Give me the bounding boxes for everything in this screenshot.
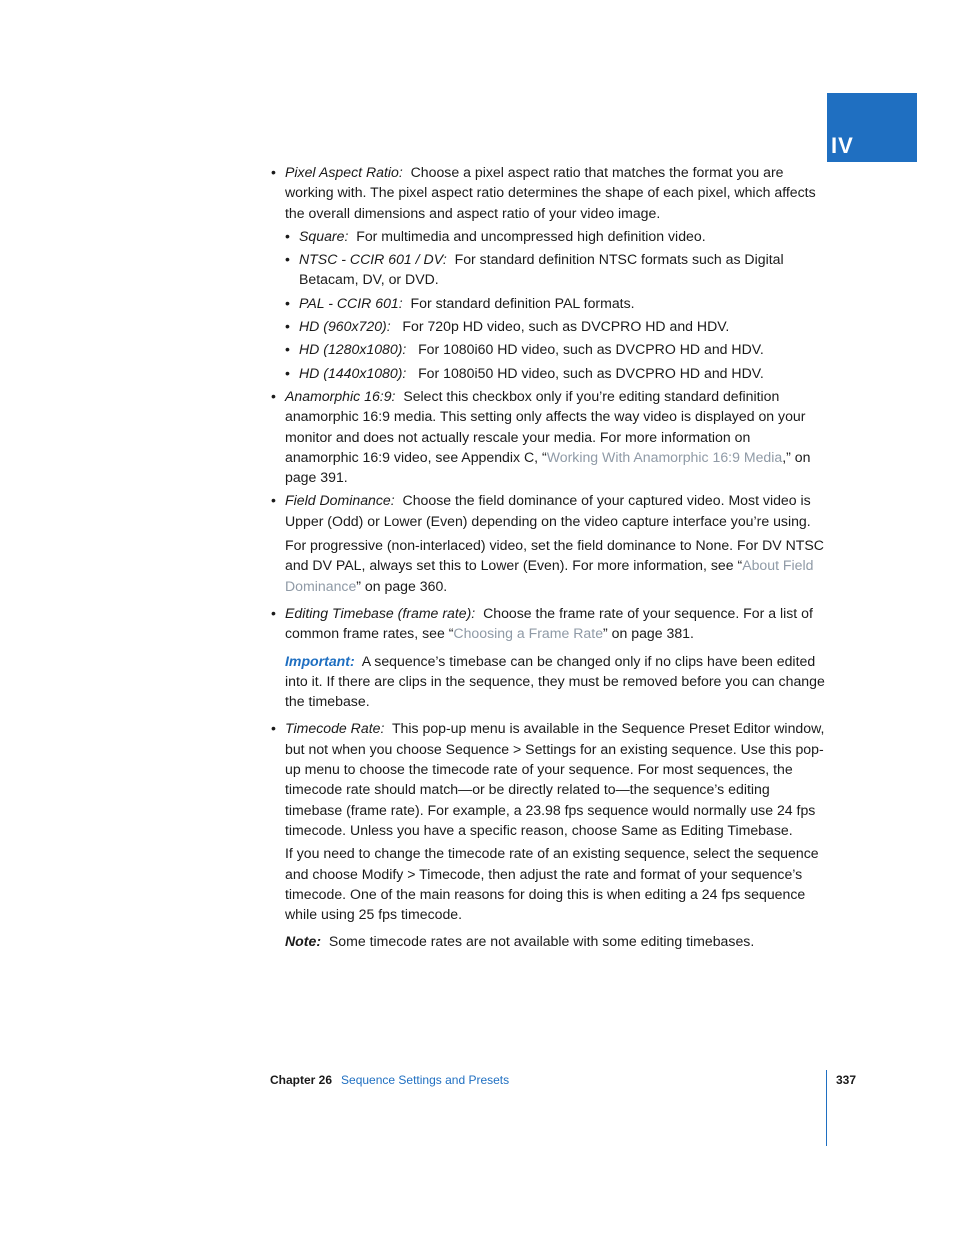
list-item-pixel-aspect: [270, 162, 826, 223]
item-text-after: ” on page 381.: [603, 625, 694, 642]
note-label: Note:: [285, 933, 322, 950]
important-callout: [270, 651, 826, 712]
item-text: For standard definition PAL formats.: [410, 294, 635, 311]
sub-list-item: [270, 249, 826, 290]
term-label: HD (1440x1080):: [299, 364, 407, 381]
term-label: Anamorphic 16:9:: [285, 387, 396, 404]
sub-list-item: [270, 293, 826, 313]
bullet-icon: •: [271, 604, 276, 621]
item-text: Choose the field dominance of your captured video. Most video is Upper (Odd) or Lower (Even) depending on the video capture interface you’re using.: [285, 492, 811, 529]
item-text: Choose the frame rate of your sequence. For a list of common frame rates, see “: [285, 604, 813, 642]
sub-list-item: [270, 339, 826, 359]
item-text: Select this checkbox only if you’re editing standard definition anamorphic 16:9 media. This setting only affects the way video is displayed on your monitor and does not actually rescale your media. For more information on anamorphic 16:9 video, see Appendix C, “: [285, 387, 806, 465]
bullet-icon: •: [271, 387, 276, 404]
item-text: For 1080i50 HD video, such as DVCPRO HD and HDV.: [418, 364, 764, 381]
sub-list-item: [270, 363, 826, 383]
field-dominance-link[interactable]: About Field Dominance: [285, 557, 814, 594]
bullet-icon: •: [271, 492, 276, 509]
footer-divider: [826, 1070, 827, 1146]
note-text: Some timecode rates are not available with some editing timebases.: [328, 933, 755, 950]
item-text: For 1080i60 HD video, such as DVCPRO HD and HDV.: [418, 341, 764, 358]
bullet-icon: •: [271, 164, 276, 180]
body-content: [270, 162, 826, 952]
page-number: 337: [836, 1073, 857, 1087]
bullet-icon: •: [285, 364, 290, 381]
list-item-timecode-rate: [270, 718, 826, 840]
timecode-paragraph: [270, 843, 826, 924]
term-label: Field Dominance:: [285, 492, 395, 509]
para-text: For progressive (non-interlaced) video, set the field dominance to None. For DV NTSC and DV PAL, always set this to Lower (Even). For more information, see “: [285, 537, 824, 574]
list-item-field-dominance: [270, 490, 826, 531]
important-text: A sequence’s timebase can be changed only if no clips have been edited into it. If there are clips in the sequence, they must be removed before you can change the timebase.: [285, 652, 825, 710]
frame-rate-link[interactable]: Choosing a Frame Rate: [453, 625, 604, 642]
list-item-editing-timebase: [270, 603, 826, 644]
item-text: For multimedia and uncompressed high definition video.: [356, 227, 706, 244]
page-footer: [270, 1071, 509, 1089]
term-label: Square:: [299, 227, 349, 244]
anamorphic-link[interactable]: Working With Anamorphic 16:9 Media: [546, 448, 783, 465]
term-label: Pixel Aspect Ratio:: [285, 164, 403, 180]
bullet-icon: •: [285, 227, 290, 244]
chapter-title-link[interactable]: Sequence Settings and Presets: [341, 1073, 510, 1087]
bullet-icon: •: [285, 251, 290, 268]
term-label: Editing Timebase (frame rate):: [285, 604, 476, 621]
item-text: This pop-up menu is available in the Sequence Preset Editor window, but not when you choose Sequence > Settings for an existing sequence. Use this pop-up menu to choose the timecode rate of your sequence. For most sequences, the timecode rate should match—or be directly related to—the sequence’s editing timebase (frame rate). For example, a 23.98 fps sequence would normally use 24 fps timecode. Unless you have a specific reason, choose Same as Editing Timebase.: [285, 720, 825, 838]
item-text-after: ,” on page 391.: [285, 448, 811, 486]
sub-list-item: [270, 226, 826, 246]
part-tab: [827, 93, 917, 162]
sub-list-item: [270, 316, 826, 336]
bullet-icon: •: [285, 341, 290, 358]
para-text-after: ” on page 360.: [356, 577, 448, 594]
item-text: For 720p HD video, such as DVCPRO HD and HDV.: [402, 318, 730, 335]
para-text: If you need to change the timecode rate of an existing sequence, select the sequence and choose Modify > Timecode, then adjust the rate and format of your sequence’s timecode. One of the main reasons for doing this is when editing a 24 fps sequence while using 25 fps timecode.: [285, 845, 819, 923]
part-tab-label: IV: [831, 133, 854, 158]
bullet-icon: •: [271, 720, 276, 737]
term-label: HD (1280x1080):: [299, 341, 407, 358]
item-text: For standard definition NTSC formats such as Digital Betacam, DV, or DVD.: [299, 251, 784, 288]
term-label: NTSC - CCIR 601 / DV:: [299, 251, 447, 268]
term-label: Timecode Rate:: [285, 720, 385, 737]
list-item-anamorphic: [270, 386, 826, 487]
term-label: PAL - CCIR 601:: [299, 294, 403, 311]
bullet-icon: •: [285, 294, 290, 311]
important-label: Important:: [285, 652, 355, 669]
chapter-label: Chapter 26: [270, 1073, 333, 1087]
item-text: Choose a pixel aspect ratio that matches the format you are working with. The pixel aspect ratio determines the shape of each pixel, which affects the overall dimensions and aspect ratio of your video image.: [285, 164, 816, 221]
note-callout: [270, 931, 826, 951]
term-label: HD (960x720):: [299, 318, 391, 335]
field-dominance-paragraph: [270, 535, 826, 596]
bullet-icon: •: [285, 318, 290, 335]
